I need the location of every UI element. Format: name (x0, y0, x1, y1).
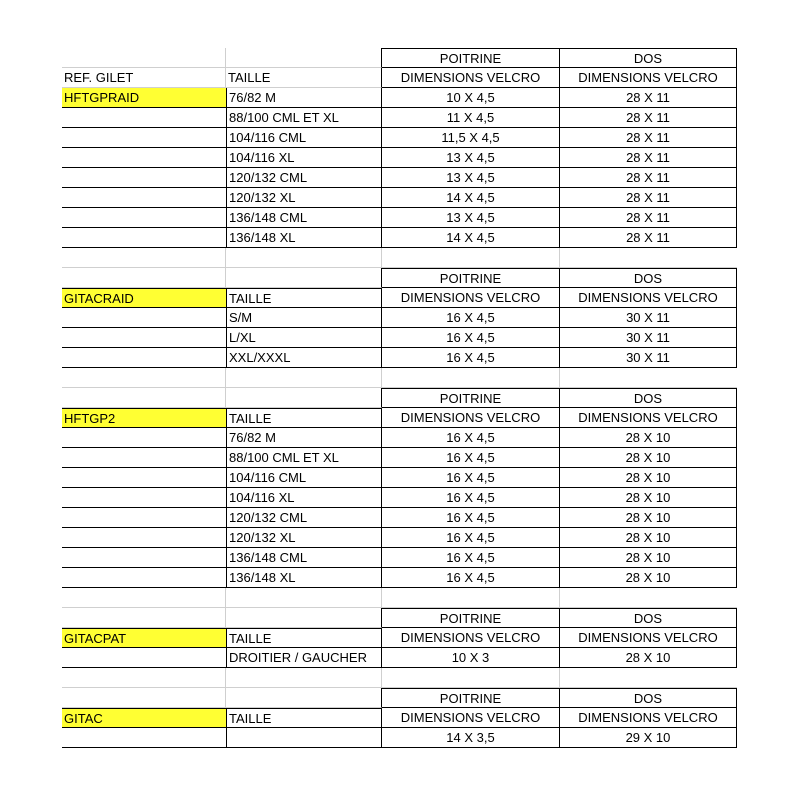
dos-header: DOS (560, 268, 737, 288)
empty-cell (560, 588, 737, 608)
taille-label: TAILLE (226, 408, 382, 428)
poitrine-value: 13 X 4,5 (382, 208, 560, 228)
dos-value: 28 X 10 (560, 648, 737, 668)
taille-value: 120/132 XL (226, 188, 382, 208)
taille-value: 120/132 CML (226, 508, 382, 528)
empty-cell (62, 488, 226, 508)
section-label-row (62, 708, 738, 728)
section-label-row (62, 288, 738, 308)
empty-cell (62, 728, 226, 748)
poitrine-value: 16 X 4,5 (382, 568, 560, 588)
taille-value (226, 728, 382, 748)
poitrine-value: 16 X 4,5 (382, 548, 560, 568)
dos-value: 28 X 10 (560, 548, 737, 568)
taille-value: 104/116 XL (226, 488, 382, 508)
empty-cell (62, 348, 226, 368)
taille-value: 136/148 XL (226, 228, 382, 248)
empty-cell (62, 528, 226, 548)
empty-cell (62, 428, 226, 448)
empty-cell (226, 608, 382, 628)
section-header-row (62, 48, 738, 68)
poitrine-header: POITRINE (382, 608, 560, 628)
poitrine-value: 16 X 4,5 (382, 328, 560, 348)
taille-value: 76/82 M (226, 428, 382, 448)
dos-value: 28 X 10 (560, 488, 737, 508)
dos-dimensions-label: DIMENSIONS VELCRO (560, 68, 737, 88)
dos-value: 30 X 11 (560, 348, 737, 368)
dos-header: DOS (560, 48, 737, 68)
empty-cell (226, 368, 382, 388)
table-row (62, 208, 738, 228)
taille-value: 104/116 XL (226, 148, 382, 168)
taille-value: L/XL (226, 328, 382, 348)
dos-value: 28 X 10 (560, 428, 737, 448)
empty-cell (226, 588, 382, 608)
taille-value: S/M (226, 308, 382, 328)
poitrine-dimensions-label: DIMENSIONS VELCRO (382, 628, 560, 648)
poitrine-header: POITRINE (382, 48, 560, 68)
table-row (62, 348, 738, 368)
section-header-row (62, 388, 738, 408)
table-row (62, 568, 738, 588)
table-row (62, 488, 738, 508)
poitrine-dimensions-label: DIMENSIONS VELCRO (382, 408, 560, 428)
table-row (62, 108, 738, 128)
empty-cell (560, 248, 737, 268)
empty-cell (62, 128, 226, 148)
poitrine-value: 10 X 3 (382, 648, 560, 668)
dos-dimensions-label: DIMENSIONS VELCRO (560, 408, 737, 428)
empty-cell (382, 588, 560, 608)
dos-value: 28 X 11 (560, 128, 737, 148)
empty-cell (62, 588, 226, 608)
table-row (62, 528, 738, 548)
dos-value: 28 X 10 (560, 468, 737, 488)
table-row (62, 188, 738, 208)
empty-cell (62, 668, 226, 688)
empty-cell (62, 448, 226, 468)
empty-cell (62, 508, 226, 528)
taille-label: TAILLE (226, 628, 382, 648)
table-row (62, 648, 738, 668)
section-header-row (62, 268, 738, 288)
table-row (62, 548, 738, 568)
empty-cell (62, 308, 226, 328)
dos-value: 29 X 10 (560, 728, 737, 748)
empty-cell (226, 248, 382, 268)
empty-cell (560, 668, 737, 688)
table-row (62, 228, 738, 248)
taille-label: TAILLE (226, 288, 382, 308)
empty-cell (226, 668, 382, 688)
table-row (62, 328, 738, 348)
dos-header: DOS (560, 608, 737, 628)
table-row (62, 428, 738, 448)
taille-value: 104/116 CML (226, 468, 382, 488)
poitrine-value: 10 X 4,5 (382, 88, 560, 108)
reference-code: GITAC (62, 708, 226, 728)
empty-cell (62, 108, 226, 128)
table-row (62, 168, 738, 188)
poitrine-value: 14 X 4,5 (382, 228, 560, 248)
poitrine-value: 16 X 4,5 (382, 308, 560, 328)
spacer-row (62, 248, 738, 268)
empty-cell (62, 648, 226, 668)
spacer-row (62, 588, 738, 608)
poitrine-value: 11 X 4,5 (382, 108, 560, 128)
taille-value: 136/148 XL (226, 568, 382, 588)
dos-value: 28 X 11 (560, 88, 737, 108)
taille-value: 136/148 CML (226, 208, 382, 228)
section-label-row (62, 68, 738, 88)
empty-cell (62, 548, 226, 568)
taille-value: 88/100 CML ET XL (226, 448, 382, 468)
poitrine-value: 16 X 4,5 (382, 508, 560, 528)
poitrine-value: 16 X 4,5 (382, 428, 560, 448)
empty-cell (226, 268, 382, 288)
taille-value: 76/82 M (226, 88, 382, 108)
poitrine-value: 13 X 4,5 (382, 148, 560, 168)
dos-value: 28 X 11 (560, 208, 737, 228)
empty-cell (62, 168, 226, 188)
table-row (62, 448, 738, 468)
empty-cell (62, 568, 226, 588)
empty-cell (62, 328, 226, 348)
section-header-row (62, 608, 738, 628)
dos-value: 28 X 11 (560, 148, 737, 168)
dos-value: 28 X 10 (560, 448, 737, 468)
taille-label: TAILLE (226, 68, 382, 88)
ref-gilet-label: REF. GILET (62, 68, 226, 88)
empty-cell (62, 228, 226, 248)
empty-cell (62, 468, 226, 488)
poitrine-header: POITRINE (382, 268, 560, 288)
taille-label: TAILLE (226, 708, 382, 728)
taille-value: 120/132 CML (226, 168, 382, 188)
poitrine-dimensions-label: DIMENSIONS VELCRO (382, 288, 560, 308)
section-label-row (62, 408, 738, 428)
taille-value: 88/100 CML ET XL (226, 108, 382, 128)
poitrine-value: 16 X 4,5 (382, 488, 560, 508)
table-row (62, 508, 738, 528)
reference-code: GITACPAT (62, 628, 226, 648)
empty-cell (62, 48, 226, 68)
poitrine-value: 16 X 4,5 (382, 448, 560, 468)
poitrine-value: 14 X 4,5 (382, 188, 560, 208)
empty-cell (62, 248, 226, 268)
table-row (62, 148, 738, 168)
taille-value: XXL/XXXL (226, 348, 382, 368)
empty-cell (62, 388, 226, 408)
spacer-row (62, 668, 738, 688)
dos-value: 28 X 11 (560, 108, 737, 128)
dos-value: 28 X 10 (560, 568, 737, 588)
empty-cell (62, 148, 226, 168)
poitrine-value: 11,5 X 4,5 (382, 128, 560, 148)
section-header-row (62, 688, 738, 708)
taille-value: 104/116 CML (226, 128, 382, 148)
empty-cell (226, 388, 382, 408)
poitrine-value: 16 X 4,5 (382, 348, 560, 368)
empty-cell (560, 368, 737, 388)
taille-value: DROITIER / GAUCHER (226, 648, 382, 668)
empty-cell (62, 268, 226, 288)
empty-cell (226, 688, 382, 708)
empty-cell (62, 208, 226, 228)
table-row (62, 88, 738, 108)
dos-value: 28 X 11 (560, 168, 737, 188)
dos-value: 28 X 10 (560, 528, 737, 548)
empty-cell (382, 668, 560, 688)
dos-dimensions-label: DIMENSIONS VELCRO (560, 708, 737, 728)
dos-dimensions-label: DIMENSIONS VELCRO (560, 628, 737, 648)
reference-code: HFTGPRAID (62, 88, 226, 108)
dos-value: 28 X 11 (560, 228, 737, 248)
poitrine-value: 16 X 4,5 (382, 528, 560, 548)
dos-header: DOS (560, 388, 737, 408)
table-row (62, 468, 738, 488)
table-row (62, 308, 738, 328)
dos-value: 30 X 11 (560, 328, 737, 348)
dos-value: 28 X 11 (560, 188, 737, 208)
poitrine-dimensions-label: DIMENSIONS VELCRO (382, 68, 560, 88)
taille-value: 120/132 XL (226, 528, 382, 548)
empty-cell (226, 48, 382, 68)
reference-code: HFTGP2 (62, 408, 226, 428)
dos-value: 28 X 10 (560, 508, 737, 528)
poitrine-value: 14 X 3,5 (382, 728, 560, 748)
spacer-row (62, 368, 738, 388)
empty-cell (382, 248, 560, 268)
poitrine-value: 13 X 4,5 (382, 168, 560, 188)
empty-cell (62, 688, 226, 708)
empty-cell (62, 188, 226, 208)
dos-value: 30 X 11 (560, 308, 737, 328)
dos-header: DOS (560, 688, 737, 708)
empty-cell (382, 368, 560, 388)
dos-dimensions-label: DIMENSIONS VELCRO (560, 288, 737, 308)
reference-code: GITACRAID (62, 288, 226, 308)
poitrine-header: POITRINE (382, 688, 560, 708)
empty-cell (62, 608, 226, 628)
poitrine-header: POITRINE (382, 388, 560, 408)
poitrine-value: 16 X 4,5 (382, 468, 560, 488)
empty-cell (62, 368, 226, 388)
table-row (62, 128, 738, 148)
taille-value: 136/148 CML (226, 548, 382, 568)
poitrine-dimensions-label: DIMENSIONS VELCRO (382, 708, 560, 728)
section-label-row (62, 628, 738, 648)
table-row (62, 728, 738, 748)
